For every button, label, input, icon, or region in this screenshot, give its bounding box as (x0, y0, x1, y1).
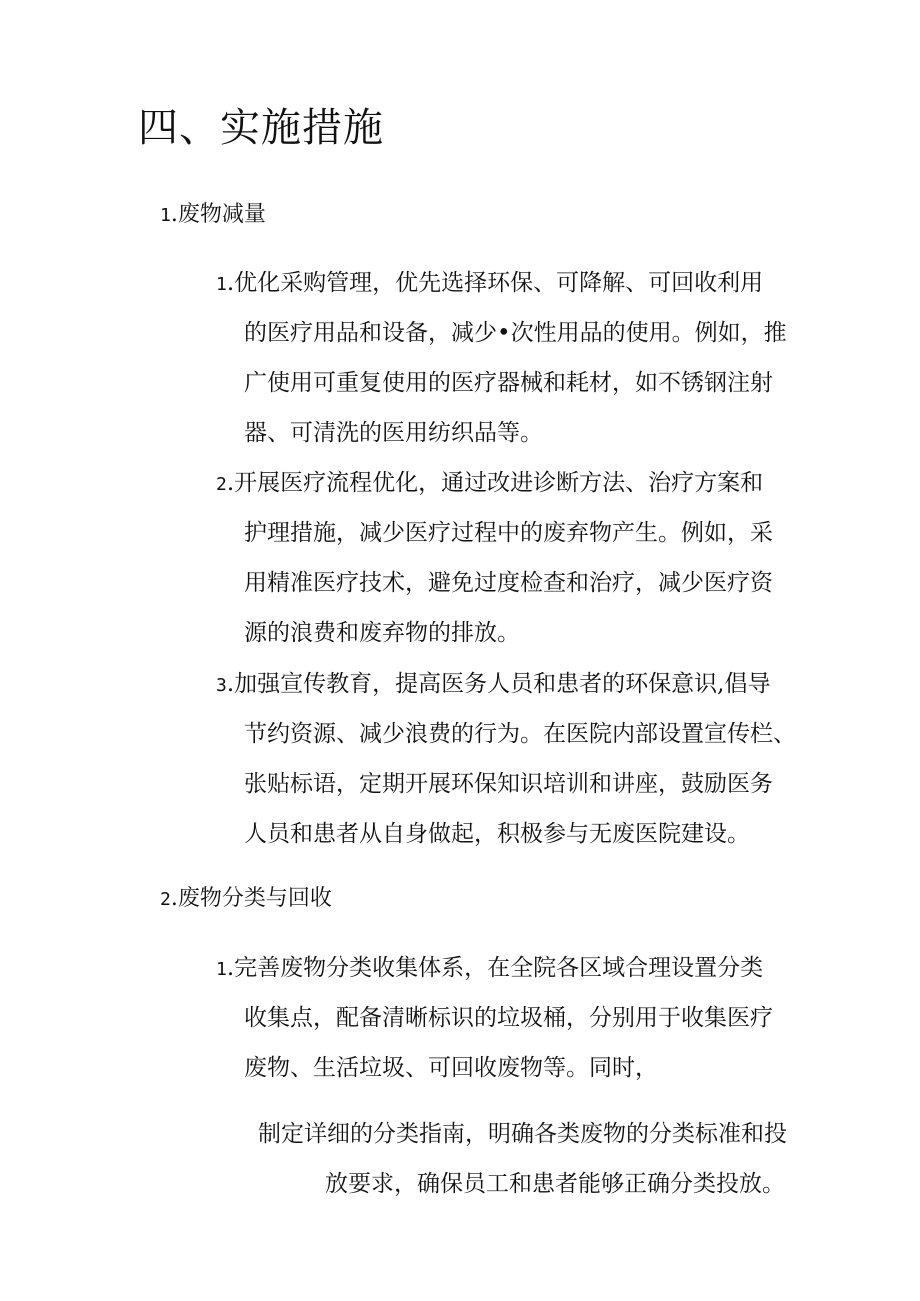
item-line: 收集点，配备清晰标识的垃圾桶，分别用于收集医疗 (244, 1005, 773, 1031)
item-line: 废物、生活垃圾、可回收废物等。同时， (244, 1055, 658, 1081)
continuation-line: 制定详细的分类指南，明确各类废物的分类标准和投 (258, 1121, 787, 1147)
item-line: .加强宣传教育，提高医务人员和患者的环保意识,倡导 (226, 671, 771, 697)
list-item (216, 458, 773, 658)
section-heading (160, 884, 332, 915)
page-title: 四、实施措施 (138, 105, 384, 151)
item-line: 护理措施，减少医疗过程中的废弃物产生。例如，采 (244, 520, 773, 546)
item-line: .完善废物分类收集体系，在全院各区域合理设置分类 (226, 955, 764, 981)
item-line: .优化采购管理，优先选择环保、可降解、可回收利用 (226, 270, 764, 296)
section-title: .废物分类与回收 (170, 886, 332, 911)
list-item (216, 659, 796, 859)
section-number: 1 (160, 205, 171, 226)
section-number: 2 (160, 889, 171, 910)
item-number: 1 (216, 959, 227, 980)
section-heading (160, 200, 266, 231)
item-line: 广使用可重复使用的医疗器械和耗材，如不锈钢注射 (244, 370, 773, 396)
item-line: .开展医疗流程优化，通过改进诊断方法、治疗方案和 (226, 470, 764, 496)
item-number: 2 (216, 474, 227, 495)
section-title: .废物减量 (170, 202, 266, 227)
item-line: 源的浪费和废弃物的排放。 (244, 620, 520, 646)
item-number: 1 (216, 274, 227, 295)
item-line: 节约资源、减少浪费的行为。在医院内部设置宣传栏、 (244, 721, 796, 747)
item-line: 用精准医疗技术，避免过度检查和治疗，减少医疗资 (244, 570, 773, 596)
item-line: 器、可清洗的医用纺织品等。 (244, 420, 543, 446)
list-item (216, 943, 773, 1093)
item-line: 人员和患者从自身做起，积极参与无废医院建设。 (244, 821, 750, 847)
list-item (216, 258, 787, 458)
item-line: 张贴标语，定期开展环保知识培训和讲座，鼓励医务 (244, 771, 773, 797)
item-line: 的医疗用品和设备，减少•次性用品的使用。例如，推 (244, 320, 787, 346)
item-number: 3 (216, 675, 227, 696)
continuation-line: 放要求，确保员工和患者能够正确分类投放。 (325, 1171, 785, 1197)
continuation-paragraph (258, 1109, 787, 1209)
